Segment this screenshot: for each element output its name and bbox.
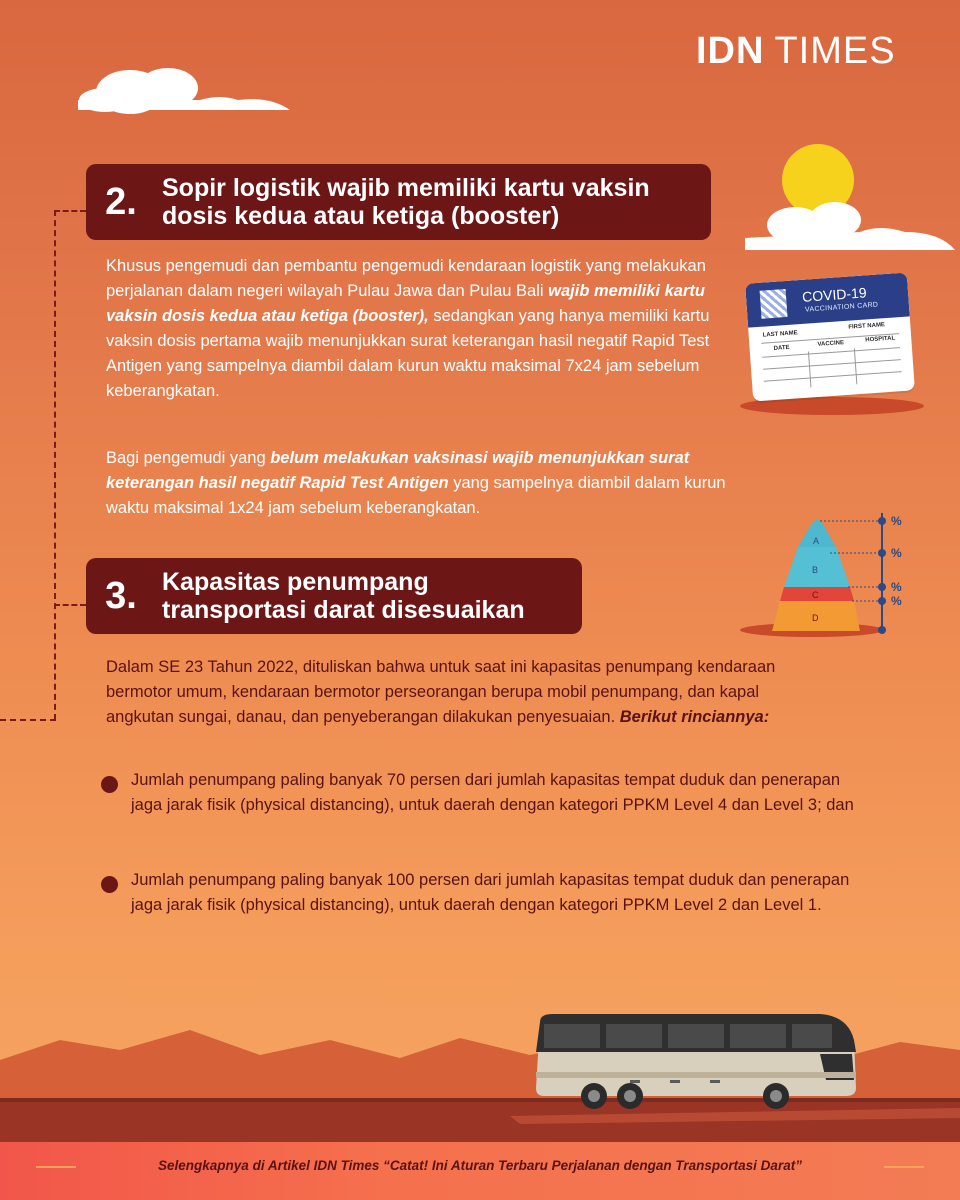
pyramid-label-a: A xyxy=(813,536,820,546)
section2-p2-text-a: Bagi pengemudi yang xyxy=(106,449,266,467)
card-hospital: HOSPITAL xyxy=(865,335,896,344)
section2-p1-text-a: Khusus pengemudi dan pembantu pengemudi kendaraan logistik yang melakukan perjalanan dalam negeri wilayah Pulau Jawa dan Pulau Bali xyxy=(106,257,706,300)
section2-paragraph-2 xyxy=(106,446,736,521)
connector-3-out xyxy=(0,719,56,721)
bullet-2-text: Jumlah penumpang paling banyak 100 persen dari jumlah kapasitas tempat duduk dan penerapan jaga jarak fisik (physical distancing), untuk daerah dengan kategori PPKM Level 2 dan Level 1. xyxy=(131,871,850,914)
section3-intro-text: Dalam SE 23 Tahun 2022, dituliskan bahwa untuk saat ini kapasitas penumpang kendaraan bermotor umum, kendaraan bermotor perseorangan berupa mobil penumpang, dan kapal angkutan sungai, danau, dan penyeberangan dilakukan penyesuaian. xyxy=(106,658,776,726)
qr-code-icon xyxy=(760,289,788,319)
card-vaccine: VACCINE xyxy=(817,340,845,348)
bullet-1-dot xyxy=(101,776,118,793)
pyramid-label-c: C xyxy=(812,590,819,600)
card-date: DATE xyxy=(773,344,790,352)
section2-p2-bold: belum melakukan vaksinasi wajib menunjukkan surat keterangan hasil negatif Rapid Test Antigen xyxy=(106,449,690,492)
card-subtitle: VACCINATION CARD xyxy=(804,301,879,314)
section3-number: 3. xyxy=(105,574,137,617)
pyramid-chart-icon xyxy=(760,505,920,635)
pyramid-label-b: B xyxy=(812,565,819,575)
brand-logo-light: TIMES xyxy=(774,30,896,72)
pyramid-percent-4: % xyxy=(891,594,902,608)
section2-p1-bold: wajib memiliki kartu vaksin dosis kedua atau ketiga (booster), xyxy=(106,282,705,325)
card-last-name: LAST NAME xyxy=(762,330,798,339)
section2-number: 2. xyxy=(105,180,137,223)
card-first-name: FIRST NAME xyxy=(848,322,886,331)
section3-intro xyxy=(106,655,796,730)
connector-vertical xyxy=(54,210,56,720)
pyramid-percent-1: % xyxy=(891,514,902,528)
connector-3-h xyxy=(54,604,86,606)
section3-heading xyxy=(86,558,582,634)
cloud-left-icon xyxy=(78,68,290,114)
section2-p2-text-b: yang sampelnya diambil dalam kurun waktu maksimal 1x24 jam sebelum keberangkatan. xyxy=(106,474,726,517)
section3-intro-bold: Berikut rinciannya: xyxy=(619,708,770,726)
vaccination-card-icon xyxy=(745,272,915,401)
section3-title: Kapasitas penumpang transportasi darat disesuaikan xyxy=(162,568,525,624)
pyramid-label-d: D xyxy=(812,613,819,623)
section2-heading xyxy=(86,164,711,240)
section2-paragraph-1 xyxy=(106,254,731,404)
pyramid-percent-2: % xyxy=(891,546,902,560)
brand-logo-bold: IDN xyxy=(696,30,765,72)
bullet-2-dot xyxy=(101,876,118,893)
cloud-right-icon xyxy=(745,202,955,250)
bullet-1-text: Jumlah penumpang paling banyak 70 persen dari jumlah kapasitas tempat duduk dan penerapan jaga jarak fisik (physical distancing), untuk daerah dengan kategori PPKM Level 4 dan Level 3; dan xyxy=(131,771,854,814)
pyramid-percent-3: % xyxy=(891,580,902,594)
footer-article-link[interactable]: Selengkapnya di Artikel IDN Times “Catat! Ini Aturan Terbaru Perjalanan dengan Transportasi Darat” xyxy=(158,1158,802,1173)
section2-p1-text-b: sedangkan yang hanya memiliki kartu vaksin dosis pertama wajib menunjukkan surat keterangan hasil negatif Rapid Test Antigen yang sampelnya diambil dalam kurun waktu maksimal 7x24 jam sebelum keberangkatan. xyxy=(106,307,710,400)
connector-2-h xyxy=(54,210,86,212)
bus-icon xyxy=(530,1010,860,1110)
card-title: COVID-19 xyxy=(801,284,868,305)
section2-title: Sopir logistik wajib memiliki kartu vaksin dosis kedua atau ketiga (booster) xyxy=(162,174,650,230)
